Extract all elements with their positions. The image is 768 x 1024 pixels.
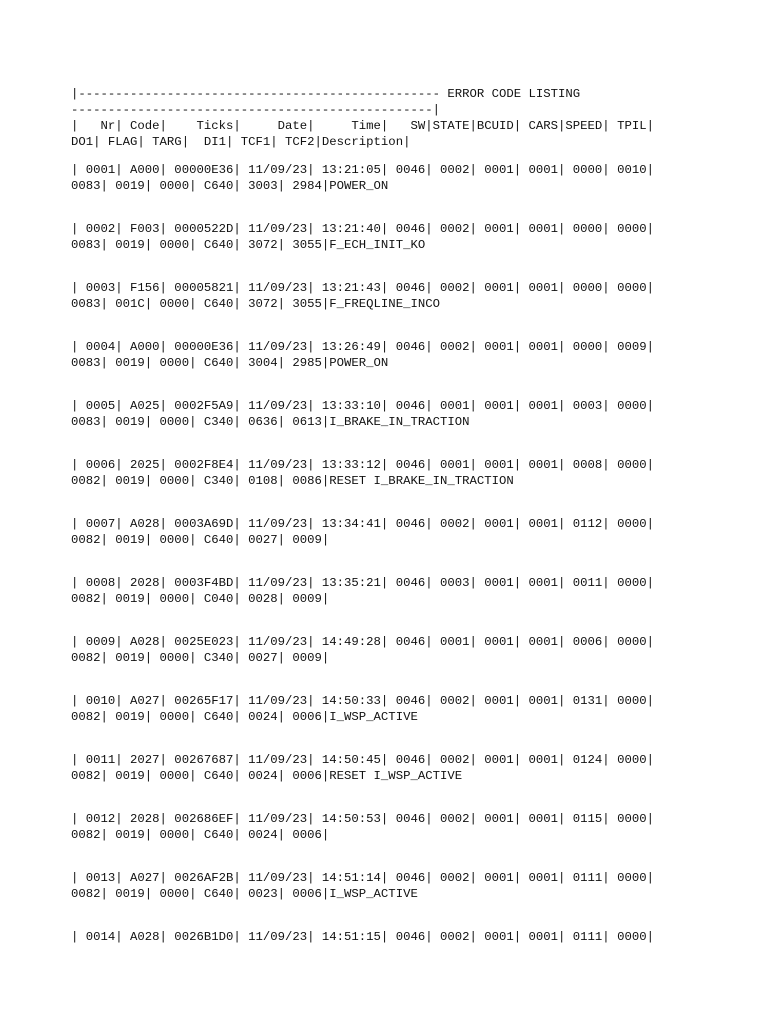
record-line1: | 0006| 2025| 0002F8E4| 11/09/23| 13:33:12| 0046| 0001| 0001| 0001| 0008| 0000| [71, 458, 654, 472]
record-line1: | 0008| 2028| 0003F4BD| 11/09/23| 13:35:21| 0046| 0003| 0001| 0001| 0011| 0000| [71, 576, 654, 590]
header-rule-end: -------------------------------------------------| [71, 103, 440, 117]
record-row [71, 929, 731, 988]
record-line1: | 0004| A000| 00000E36| 11/09/23| 13:26:49| 0046| 0002| 0001| 0001| 0000| 0009| [71, 340, 654, 354]
record-line1: | 0003| F156| 00005821| 11/09/23| 13:21:43| 0046| 0002| 0001| 0001| 0000| 0000| [71, 281, 654, 295]
record-line2: 0082| 0019| 0000| C040| 0028| 0009| [71, 592, 330, 606]
record-row [71, 221, 731, 280]
record-line1: | 0009| A028| 0025E023| 11/09/23| 14:49:28| 0046| 0001| 0001| 0001| 0006| 0000| [71, 635, 654, 649]
record-line1: | 0010| A027| 00265F17| 11/09/23| 14:50:33| 0046| 0002| 0001| 0001| 0131| 0000| [71, 694, 654, 708]
record-line1: | 0005| A025| 0002F5A9| 11/09/23| 13:33:10| 0046| 0001| 0001| 0001| 0003| 0000| [71, 399, 654, 413]
record-line1: | 0011| 2027| 00267687| 11/09/23| 14:50:45| 0046| 0002| 0001| 0001| 0124| 0000| [71, 753, 654, 767]
column-headers-line2: DO1| FLAG| TARG| DI1| TCF1| TCF2|Description| [71, 135, 411, 149]
record-line2: 0083| 0019| 0000| C340| 0636| 0613|I_BRAKE_IN_TRACTION [71, 415, 470, 429]
record-line2 [71, 945, 731, 961]
record-line2: 0082| 0019| 0000| C640| 0027| 0009| [71, 533, 330, 547]
record-row [71, 280, 731, 339]
record-row [71, 339, 731, 398]
record-line1: | 0014| A028| 0026B1D0| 11/09/23| 14:51:15| 0046| 0002| 0001| 0001| 0111| 0000| [71, 930, 654, 944]
record-line2: 0082| 0019| 0000| C340| 0027| 0009| [71, 651, 330, 665]
column-headers-line1: | Nr| Code| Ticks| Date| Time| SW|STATE|BCUID| CARS|SPEED| TPIL| [71, 119, 654, 133]
record-line2: 0083| 0019| 0000| C640| 3072| 3055|F_ECH_INIT_KO [71, 238, 426, 252]
record-line2: 0082| 0019| 0000| C640| 0024| 0006| [71, 828, 330, 842]
error-code-listing [71, 86, 731, 988]
record-row [71, 516, 731, 575]
record-row [71, 693, 731, 752]
record-row [71, 811, 731, 870]
record-line1: | 0013| A027| 0026AF2B| 11/09/23| 14:51:14| 0046| 0002| 0001| 0001| 0111| 0000| [71, 871, 654, 885]
record-line1: | 0002| F003| 0000522D| 11/09/23| 13:21:40| 0046| 0002| 0001| 0001| 0000| 0000| [71, 222, 654, 236]
record-line1: | 0001| A000| 00000E36| 11/09/23| 13:21:05| 0046| 0002| 0001| 0001| 0000| 0010| [71, 163, 654, 177]
record-line2: 0082| 0019| 0000| C640| 0023| 0006|I_WSP_ACTIVE [71, 887, 418, 901]
record-line1: | 0012| 2028| 002686EF| 11/09/23| 14:50:53| 0046| 0002| 0001| 0001| 0115| 0000| [71, 812, 654, 826]
listing-header [71, 86, 731, 150]
header-rule-title: |------------------------------------------------- ERROR CODE LISTING [71, 87, 581, 101]
record-line2: 0082| 0019| 0000| C640| 0024| 0006|RESET I_WSP_ACTIVE [71, 769, 463, 783]
record-line2: 0083| 0019| 0000| C640| 3003| 2984|POWER_ON [71, 179, 389, 193]
record-row [71, 398, 731, 457]
record-line1: | 0007| A028| 0003A69D| 11/09/23| 13:34:41| 0046| 0002| 0001| 0001| 0112| 0000| [71, 517, 654, 531]
record-row [71, 575, 731, 634]
record-line2: 0083| 0019| 0000| C640| 3004| 2985|POWER_ON [71, 356, 389, 370]
listing-records [71, 162, 731, 988]
record-line2: 0082| 0019| 0000| C640| 0024| 0006|I_WSP_ACTIVE [71, 710, 418, 724]
record-line2: 0083| 001C| 0000| C640| 3072| 3055|F_FREQLINE_INCO [71, 297, 440, 311]
record-row [71, 162, 731, 221]
record-line2: 0082| 0019| 0000| C340| 0108| 0086|RESET I_BRAKE_IN_TRACTION [71, 474, 514, 488]
record-row [71, 752, 731, 811]
record-row [71, 634, 731, 693]
record-row [71, 870, 731, 929]
record-row [71, 457, 731, 516]
